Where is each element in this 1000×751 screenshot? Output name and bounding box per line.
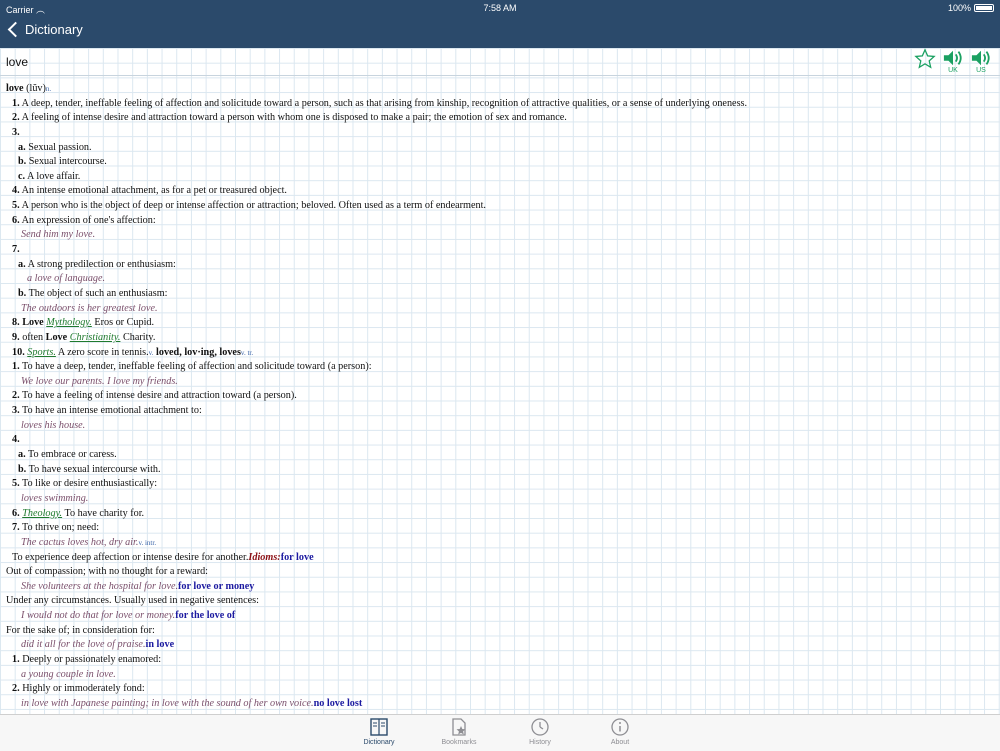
verb-sense-3: 3. To have an intense emotional attachment to:	[12, 405, 202, 417]
back-label: Dictionary	[25, 22, 83, 37]
entry-headline	[6, 82, 986, 97]
example: The cactus loves hot, dry air.v. intr.	[21, 536, 157, 548]
battery-indicator: 100%	[948, 3, 994, 13]
verb-sense-4: 4.	[12, 434, 20, 446]
example: loves swimming.	[21, 492, 89, 504]
verb-sense-1: 1. To have a deep, tender, ineffable feeling of affection and solicitude toward (a person):	[12, 361, 372, 373]
example: loves his house.	[21, 419, 86, 431]
sense-1: 1. A deep, tender, ineffable feeling of affection and solicitude toward a person, such as that arising from kinship, recognition of attractive qualities, or a sense of underlying oneness.	[12, 97, 748, 109]
us-label: US	[976, 67, 986, 74]
verb-sense-6: 6. Theology. To have charity for.	[12, 507, 145, 519]
star-icon	[914, 48, 936, 70]
tab-label: History	[529, 739, 551, 746]
back-button[interactable]	[6, 22, 83, 37]
idiom: in love	[145, 639, 175, 651]
idiom: for love	[280, 551, 314, 563]
verb-sense-4a: a. To embrace or caress.	[18, 449, 117, 461]
speak-us-button[interactable]	[970, 48, 992, 74]
sense-6: 6. An expression of one's affection:	[12, 214, 156, 226]
verb-sense-5: 5. To like or desire enthusiastically:	[12, 478, 158, 490]
bookmark-icon	[449, 717, 469, 737]
xref-link[interactable]: Mythology.	[46, 317, 92, 329]
sense-3a: a. Sexual passion.	[18, 141, 92, 153]
tab-label: Dictionary	[363, 739, 395, 746]
headword: love	[6, 83, 24, 94]
example: a young couple in love.	[21, 668, 116, 680]
battery-icon	[974, 4, 994, 12]
sense-3c: c. A love affair.	[18, 170, 81, 182]
verb-sense-4b: b. To have sexual intercourse with.	[18, 463, 161, 475]
tab-label: Bookmarks	[441, 739, 477, 746]
idiom: no love lost	[313, 697, 363, 709]
example: She volunteers at the hospital for love.for love or money	[21, 580, 255, 592]
search-word: love	[6, 55, 29, 69]
idiom-definition: Under any circumstances. Usually used in negative sentences:	[6, 595, 259, 607]
idiom: for love or money	[178, 580, 255, 592]
status-bar	[0, 0, 1000, 16]
idiom-sense-1: 1. Deeply or passionately enamored:	[12, 653, 162, 665]
idioms-label: Idioms:	[248, 551, 281, 563]
sense-3: 3.	[12, 126, 20, 138]
sense-7: 7.	[12, 244, 20, 256]
verb-sense-7: 7. To thrive on; need:	[12, 522, 100, 534]
header-divider	[0, 75, 1000, 76]
tab-bar	[0, 714, 1000, 751]
idiom-definition: Out of compassion; with no thought for a reward:	[6, 566, 209, 578]
bookmark-star-button[interactable]	[914, 48, 936, 74]
intransitive-sense: To experience deep affection or intense desire for another.Idioms:for love	[12, 551, 314, 563]
tab-about[interactable]	[590, 717, 650, 746]
sense-7b: b. The object of such an enthusiasm:	[18, 287, 168, 299]
xref-link[interactable]: Theology.	[22, 507, 63, 519]
definition-entry	[6, 82, 986, 712]
sense-2: 2. A feeling of intense desire and attraction toward a person with whom one is disposed to make a pair; the emotion of sex and romance.	[12, 112, 567, 124]
sense-9: 9. often Love Christianity. Charity.	[12, 331, 156, 343]
pronunciation: (lŭv)	[23, 83, 46, 94]
speaker-icon	[970, 48, 992, 68]
example: The outdoors is her greatest love.	[21, 302, 158, 314]
xref-link[interactable]: Christianity.	[69, 331, 121, 343]
tab-dictionary[interactable]	[349, 717, 409, 746]
example: Send him my love.	[21, 229, 96, 241]
book-icon	[369, 717, 389, 737]
tab-history[interactable]	[510, 717, 570, 746]
carrier-label: Carrier ︵	[6, 5, 46, 15]
info-icon	[610, 717, 630, 737]
sense-4: 4. An intense emotional attachment, as for a pet or treasured object.	[12, 185, 287, 197]
sense-5: 5. A person who is the object of deep or intense affection or attraction; beloved. Often used as a term of endearment.	[12, 200, 486, 212]
verb-sense-2: 2. To have a feeling of intense desire and attraction toward (a person).	[12, 390, 297, 402]
example: in love with Japanese painting; in love with the sound of her own voice.no love lost	[21, 697, 363, 709]
wifi-icon: ︵	[36, 5, 46, 15]
idiom-sense-2: 2. Highly or immoderately fond:	[12, 683, 145, 695]
tab-label: About	[610, 739, 630, 746]
sense-10: 10. Sports. A zero score in tennis.v. loved, lov·ing, lovesv. tr.	[12, 346, 254, 358]
speaker-icon	[942, 48, 964, 68]
uk-label: UK	[948, 67, 958, 74]
sense-8: 8. Love Mythology. Eros or Cupid.	[12, 317, 155, 329]
example: did it all for the love of praise.in love	[21, 639, 175, 651]
part-of-speech: n.	[45, 85, 52, 93]
example: We love our parents. I love my friends.	[21, 375, 178, 387]
sense-3b: b. Sexual intercourse.	[18, 156, 107, 168]
example: a love of language.	[27, 273, 106, 285]
entry-tools	[914, 48, 992, 74]
navigation-bar	[0, 16, 1000, 48]
idiom: for the love of	[175, 610, 236, 622]
sense-7a: a. A strong predilection or enthusiasm:	[18, 258, 176, 270]
xref-link[interactable]: Sports.	[27, 346, 56, 358]
status-time: 7:58 AM	[483, 3, 517, 13]
definition-view[interactable]	[0, 48, 1000, 714]
chevron-left-icon	[8, 22, 24, 38]
tab-bookmarks[interactable]	[429, 717, 489, 746]
clock-icon	[530, 717, 550, 737]
speak-uk-button[interactable]	[942, 48, 964, 74]
idiom-definition: For the sake of; in consideration for:	[6, 624, 155, 636]
example: I would not do that for love or money.for the love of	[21, 610, 236, 622]
